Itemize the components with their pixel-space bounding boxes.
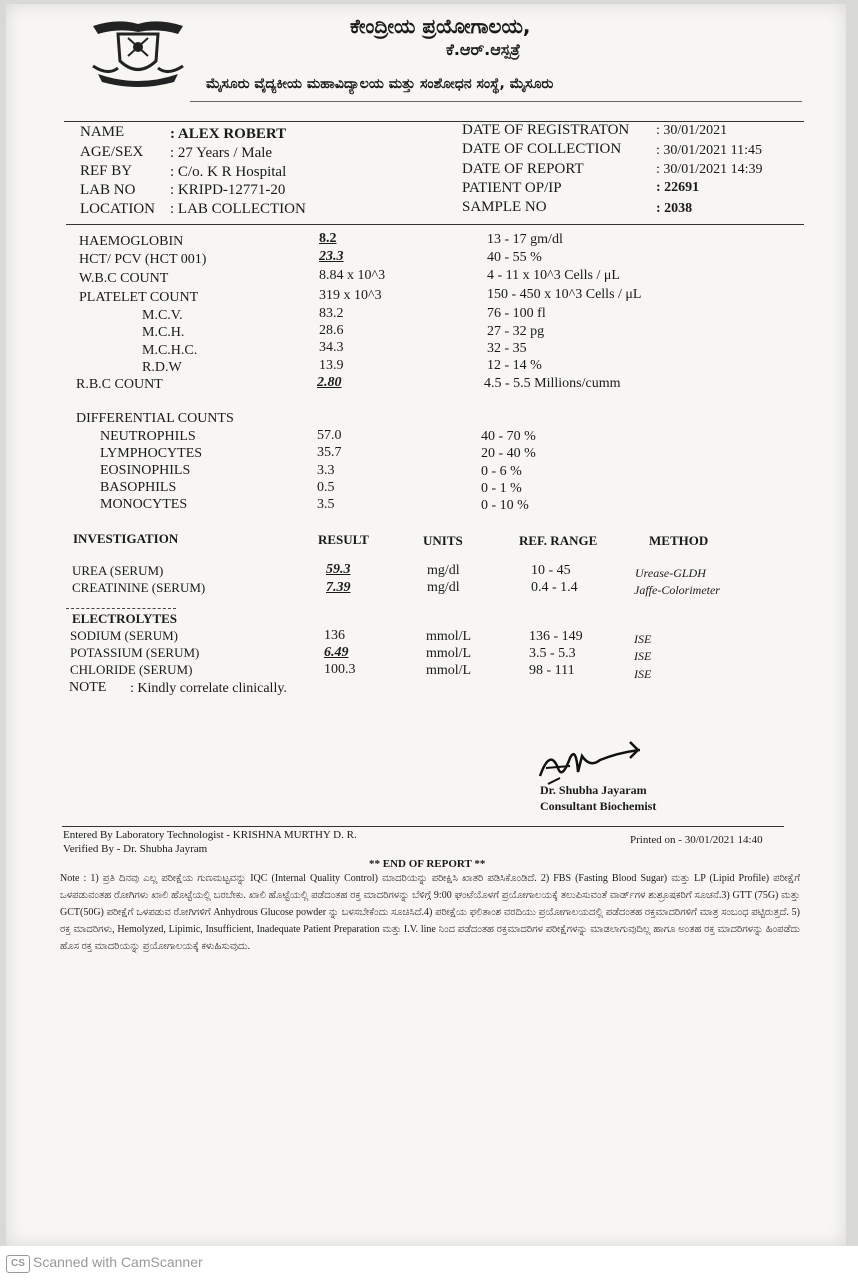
table-row-range: 40 - 55 %	[487, 250, 542, 265]
table-row-range: 20 - 40 %	[481, 446, 536, 461]
name-label: NAME	[80, 124, 125, 140]
table-row-value: 83.2	[319, 306, 344, 321]
table-row-value: 7.39	[326, 580, 351, 595]
table-row-range: 150 - 450 x 10^3 Cells / μL	[487, 287, 642, 302]
age-label: AGE/SEX	[80, 144, 144, 160]
report-date-value: : 30/01/2021 14:39	[656, 162, 763, 177]
lab-label: LAB NO	[80, 182, 136, 198]
table-row-label: UREA (SERUM)	[72, 563, 164, 578]
differential-heading: DIFFERENTIAL COUNTS	[76, 411, 234, 426]
table-row-value: 35.7	[317, 445, 342, 460]
note-text: : Kindly correlate clinically.	[130, 681, 287, 696]
table-row-range: 136 - 149	[529, 629, 583, 644]
report-date-label: DATE OF REPORT	[462, 161, 584, 177]
op-value: : 22691	[656, 180, 700, 195]
col-header-units: UNITS	[423, 533, 463, 548]
col-header-range: REF. RANGE	[519, 533, 598, 548]
institute-name: ಮೈಸೂರು ವೈದ್ಯಕೀಯ ಮಹಾವಿದ್ಯಾಲಯ ಮತ್ತು ಸಂಶೋಧನ ಸಂಸ್ಥೆ, ಮೈಸೂರು	[206, 76, 554, 92]
footer-rule	[62, 826, 784, 827]
ref-value: : C/o. K R Hospital	[170, 164, 287, 180]
lab-title: ಕೇಂದ್ರೀಯ ಪ್ರಯೋಗಾಲಯ,	[350, 14, 531, 38]
entered-by: Entered By Laboratory Technologist - KRISHNA MURTHY D. R.	[63, 829, 357, 841]
name-value: : ALEX ROBERT	[170, 126, 287, 142]
table-row-range: 4.5 - 5.5 Millions/cumm	[484, 376, 621, 391]
hospital-name: ಕೆ.ಆರ್.ಆಸ್ಪತ್ರೆ	[446, 40, 521, 59]
table-row-label: M.C.V.	[142, 308, 183, 323]
table-row-range: 3.5 - 5.3	[529, 646, 576, 661]
table-row-method: ISE	[634, 649, 652, 663]
age-value: : 27 Years / Male	[170, 145, 273, 161]
table-row-value: 0.5	[317, 480, 335, 495]
verified-by: Verified By - Dr. Shubha Jayram	[63, 843, 208, 855]
table-row-units: mmol/L	[426, 663, 472, 678]
camscanner-watermark: Scanned with CamScanner	[33, 1254, 203, 1270]
institution-crest-icon	[88, 16, 188, 88]
signatory-name: Dr. Shubha Jayaram	[540, 783, 647, 797]
table-row-range: 10 - 45	[531, 563, 571, 578]
registration-value: : 30/01/2021	[656, 123, 728, 138]
table-row-label: LYMPHOCYTES	[100, 446, 203, 461]
op-label: PATIENT OP/IP	[462, 180, 562, 196]
table-row-label: CREATININE (SERUM)	[72, 580, 206, 595]
collection-label: DATE OF COLLECTION	[462, 141, 622, 157]
table-row-range: 0.4 - 1.4	[531, 580, 578, 595]
table-row-label: EOSINOPHILS	[100, 463, 191, 478]
table-row-value: 100.3	[324, 662, 356, 677]
table-row-value: 28.6	[319, 323, 344, 338]
col-header-result: RESULT	[318, 532, 369, 547]
table-row-value: 136	[324, 628, 345, 643]
table-row-range: 76 - 100 fl	[487, 306, 546, 321]
table-row-range: 40 - 70 %	[481, 429, 536, 444]
table-row-units: mmol/L	[426, 646, 472, 661]
col-header-method: METHOD	[649, 533, 709, 548]
table-row-value: 3.5	[317, 497, 335, 512]
table-row-value: 8.2	[319, 231, 337, 246]
signatory-title: Consultant Biochemist	[540, 799, 657, 813]
end-of-report: ** END OF REPORT **	[369, 858, 486, 870]
table-row-label: R.D.W	[142, 360, 182, 375]
electrolytes-heading: ELECTROLYTES	[72, 611, 178, 626]
table-row-label: R.B.C COUNT	[76, 377, 163, 392]
table-row-range: 27 - 32 pg	[487, 324, 545, 339]
table-row-value: 57.0	[317, 428, 342, 443]
patient-bottom-rule	[66, 224, 804, 225]
table-row-range: 0 - 6 %	[481, 464, 522, 479]
table-row-range: 98 - 111	[529, 663, 575, 678]
table-row-label: HCT/ PCV (HCT 001)	[79, 252, 207, 267]
table-row-value: 59.3	[326, 562, 351, 577]
table-row-label: W.B.C COUNT	[79, 271, 169, 286]
table-row-range: 12 - 14 %	[487, 358, 542, 373]
col-header-investigation: INVESTIGATION	[73, 531, 179, 546]
sample-value: : 2038	[656, 201, 693, 216]
table-row-range: 32 - 35	[487, 341, 527, 356]
table-row-range: 0 - 1 %	[481, 481, 522, 496]
footer-note: Note : 1) ಪ್ರತಿ ದಿನವು ಎಲ್ಲ ಪರೀಕ್ಷೆಯ ಗುಣಮಟ್ಟವನ್ನು IQC (Internal Quality Control) ಮಾದರಿಯನ್ನು ಪರೀಕ್ಷಿಸಿ ಖಾತರಿ ಪಡಿಸಿಕೊಂಡಿದೆ. 2) FBS (Fasting Blood Sugar) ಮತ್ತು LP (Lipid Profile) ಪರೀಕ್ಷೆಗೆ ಒಳಪಡುವಂತಹ ರೋಗಿಗಳು ಖಾಲಿ ಹೊಟ್ಟೆಯಲ್ಲಿ ಬರಬೇಕು. ಖಾಲಿ ಹೊಟ್ಟೆಯಲ್ಲಿ ಪಡೆದಂತಹ ರಕ್ತ ಮಾದರಿಗಳನ್ನು ಬೆಳಿಗ್ಗೆ 9:00 ಘಂಟೆಯೊಳಗೆ ಪ್ರಯೋಗಾಲಯಕ್ಕೆ ತಲುಪಿಸುವಂತೆ ವಾರ್ಡ್‌ಗಳ ಶುಶ್ರೂಷಕರಿಗೆ ಸೂಚನೆ.3) GTT (75G) ಮತ್ತು GCT(50G) ಪರೀಕ್ಷೆಗೆ ಒಳಪಡುವ ರೋಗಿಗಳಿಗೆ Anhydrous Glucose powder ನ್ನು ಬಳಸಬೇಕೆಂದು ಸೂಚಿಸಿದೆ.4) ಪರೀಕ್ಷೆಯ ಫಲಿತಾಂಶ ವರದಿಯು ಪ್ರಯೋಗಾಲಯದಲ್ಲಿ ಪಡೆದಂತಹ ರಕ್ತಮಾದರಿಗಳಿಗೆ ಮಾತ್ರ ಸಂಬಂಧ ಪಟ್ಟಿರುತ್ತದೆ. 5) ರಕ್ತ ಮಾದರಿಗಳು, Hemolyzed, Lipimic, Insufficient, Inadequate Patient Preparation ಮತ್ತು I.V. line ನಿಂದ ಪಡೆದಂತಹ ರಕ್ತಮಾದರಿಗಳ ಪರೀಕ್ಷೆಗಳನ್ನು ಮಾಡಲಾಗುವುದಿಲ್ಲ ಹಾಗೂ ಅಂತಹ ರಕ್ತ ಮಾದರಿಗಳನ್ನು ಹಿಂಪಡೆದು ಹೊಸ ರಕ್ತ ಮಾದರಿಯನ್ನು ಪ್ರಯೋಗಾಲಯಕ್ಕೆ ಕಳುಹಿಸುವುದು.	[60, 873, 800, 952]
location-value: : LAB COLLECTION	[170, 201, 306, 217]
table-row-range: 0 - 10 %	[481, 498, 529, 513]
table-row-method: ISE	[634, 667, 652, 681]
table-row-value: 8.84 x 10^3	[319, 268, 386, 283]
table-row-label: M.C.H.	[142, 325, 185, 340]
table-row-value: 319 x 10^3	[319, 288, 382, 303]
electrolytes-rule	[66, 608, 176, 610]
header-divider	[190, 101, 802, 102]
table-row-label: HAEMOGLOBIN	[79, 234, 184, 249]
table-row-method: ISE	[634, 632, 652, 646]
table-row-units: mg/dl	[427, 580, 460, 595]
table-row-label: CHLORIDE (SERUM)	[70, 662, 193, 677]
table-row-method: Urease-GLDH	[635, 566, 706, 580]
registration-label: DATE OF REGISTRATON	[462, 122, 630, 138]
table-row-label: MONOCYTES	[100, 497, 188, 512]
signature-icon	[530, 738, 650, 788]
table-row-value: 3.3	[317, 463, 335, 478]
patient-top-rule	[64, 121, 804, 122]
location-label: LOCATION	[80, 201, 155, 217]
table-row-range: 4 - 11 x 10^3 Cells / μL	[487, 268, 620, 283]
sample-label: SAMPLE NO	[462, 199, 547, 215]
ref-label: REF BY	[80, 163, 133, 179]
table-row-units: mg/dl	[427, 563, 460, 578]
table-row-label: SODIUM (SERUM)	[70, 628, 178, 643]
table-row-label: PLATELET COUNT	[79, 290, 199, 305]
table-row-method: Jaffe-Colorimeter	[634, 583, 720, 597]
printed-on: Printed on - 30/01/2021 14:40	[630, 834, 763, 846]
lab-value: : KRIPD-12771-20	[170, 182, 286, 198]
table-row-label: NEUTROPHILS	[100, 429, 196, 444]
camscanner-logo: CS	[6, 1255, 30, 1273]
table-row-label: M.C.H.C.	[142, 343, 198, 358]
table-row-value: 13.9	[319, 358, 344, 373]
table-row-range: 13 - 17 gm/dl	[487, 232, 563, 247]
table-row-value: 34.3	[319, 340, 344, 355]
table-row-value: 2.80	[317, 375, 342, 390]
table-row-label: BASOPHILS	[100, 480, 177, 495]
table-row-units: mmol/L	[426, 629, 472, 644]
note-label: NOTE	[69, 680, 107, 695]
collection-value: : 30/01/2021 11:45	[656, 143, 763, 158]
table-row-value: 23.3	[319, 249, 344, 264]
table-row-label: POTASSIUM (SERUM)	[70, 645, 200, 660]
table-row-value: 6.49	[324, 645, 349, 660]
